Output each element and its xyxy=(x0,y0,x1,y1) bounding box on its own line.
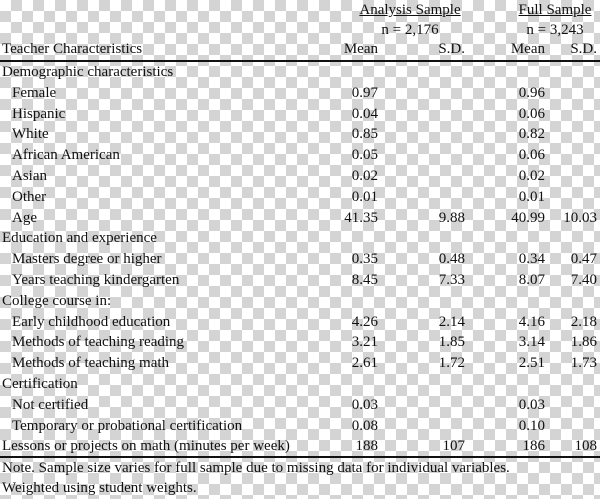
row-label: Methods of teaching math xyxy=(12,355,170,372)
row-label: Demographic characteristics xyxy=(2,64,174,80)
table-row xyxy=(0,312,600,333)
cell-mean-analysis: 41.35 xyxy=(344,209,378,226)
cell-mean-full: 40.99 xyxy=(511,209,545,226)
cell-mean-full: 0.34 xyxy=(518,251,545,268)
cell-mean-full: 0.03 xyxy=(518,396,545,413)
section-row xyxy=(0,228,600,249)
section-row xyxy=(0,374,600,395)
row-label: Certification xyxy=(2,376,78,392)
cell-mean-full: 0.06 xyxy=(518,147,545,164)
cell-sd-analysis: 2.14 xyxy=(438,313,465,330)
table-row xyxy=(0,270,600,291)
table-row xyxy=(0,187,600,208)
row-label: College course in: xyxy=(2,292,112,309)
cell-mean-analysis: 0.97 xyxy=(351,84,378,101)
cell-mean-full: 3.14 xyxy=(518,334,545,351)
cell-mean-full: 4.16 xyxy=(518,313,545,330)
row-label: Lessons or projects on math (minutes per week) xyxy=(2,438,290,455)
row-label: African American xyxy=(12,147,120,164)
header-n-row xyxy=(0,20,600,41)
col-header-mean-full: Mean xyxy=(510,41,545,57)
cell-mean-full: 8.07 xyxy=(518,272,545,288)
cell-sd-analysis: 7.33 xyxy=(438,272,465,288)
table-row xyxy=(0,104,600,125)
table-note-line-2: Weighted using student weights. xyxy=(2,480,197,496)
cell-mean-full: 0.10 xyxy=(518,417,545,434)
cell-sd-analysis: 1.85 xyxy=(438,334,465,351)
cell-sd-full: 0.47 xyxy=(570,251,597,268)
table-row xyxy=(0,124,600,145)
table-row xyxy=(0,353,600,374)
full-sample-header: Full Sample xyxy=(518,2,592,18)
cell-mean-full: 0.96 xyxy=(518,84,545,101)
row-label: Years teaching kindergarten xyxy=(12,272,180,288)
cell-mean-analysis: 4.26 xyxy=(351,313,378,330)
cell-mean-analysis: 0.05 xyxy=(351,147,378,164)
cell-mean-analysis: 0.35 xyxy=(351,251,378,268)
table-row xyxy=(0,166,600,187)
analysis-sample-n: n = 2,176 xyxy=(381,22,439,38)
cell-mean-full: 2.51 xyxy=(518,355,545,372)
row-label: Early childhood education xyxy=(12,313,171,330)
row-label: White xyxy=(12,126,49,143)
section-row xyxy=(0,62,600,83)
cell-mean-analysis: 0.02 xyxy=(351,168,378,184)
cell-sd-full: 108 xyxy=(574,438,597,455)
col-header-sd-full: S.D. xyxy=(570,41,597,57)
row-label: Methods of teaching reading xyxy=(12,334,185,351)
cell-mean-full: 0.02 xyxy=(518,168,545,184)
table-row xyxy=(0,395,600,416)
cell-mean-analysis: 188 xyxy=(355,438,378,455)
table-note-line-1: Note. Sample size varies for full sample due to missing data for individual variables. xyxy=(2,460,510,476)
table-row xyxy=(0,208,600,229)
row-label: Female xyxy=(12,84,57,101)
table-row xyxy=(0,145,600,166)
row-label: Temporary or probational certification xyxy=(12,417,243,434)
header-column-row xyxy=(0,39,600,60)
cell-mean-analysis: 0.85 xyxy=(351,126,378,143)
full-sample-n: n = 3,243 xyxy=(526,22,584,38)
section-row xyxy=(0,436,600,457)
cell-mean-analysis: 8.45 xyxy=(351,272,378,288)
row-label: Hispanic xyxy=(12,105,66,122)
header-group-row xyxy=(0,0,600,21)
cell-sd-full: 1.73 xyxy=(570,355,597,372)
row-label: Masters degree or higher xyxy=(12,251,162,268)
section-row xyxy=(0,291,600,312)
cell-mean-analysis: 0.01 xyxy=(351,188,378,205)
cell-mean-analysis: 3.21 xyxy=(351,334,378,351)
table-row xyxy=(0,249,600,270)
cell-sd-analysis: 107 xyxy=(442,438,465,455)
row-label: Education and experience xyxy=(2,230,157,247)
cell-mean-full: 0.06 xyxy=(518,105,545,122)
cell-mean-full: 186 xyxy=(522,438,545,455)
cell-sd-full: 1.86 xyxy=(570,334,597,351)
cell-mean-analysis: 0.08 xyxy=(351,417,378,434)
row-label: Age xyxy=(12,209,37,226)
cell-sd-analysis: 1.72 xyxy=(438,355,465,372)
cell-mean-full: 0.82 xyxy=(518,126,545,143)
row-label: Other xyxy=(12,188,47,205)
row-label: Asian xyxy=(12,168,47,184)
stub-header: Teacher Characteristics xyxy=(2,41,143,57)
cell-mean-analysis: 0.03 xyxy=(351,396,378,413)
row-label: Not certified xyxy=(12,396,89,413)
cell-sd-analysis: 0.48 xyxy=(438,251,465,268)
table-row xyxy=(0,332,600,353)
cell-mean-analysis: 0.04 xyxy=(351,105,378,122)
cell-mean-full: 0.01 xyxy=(518,188,545,205)
col-header-mean-analysis: Mean xyxy=(343,41,378,57)
cell-mean-analysis: 2.61 xyxy=(351,355,378,372)
table-row xyxy=(0,83,600,104)
cell-sd-full: 2.18 xyxy=(570,313,597,330)
cell-sd-full: 7.40 xyxy=(570,272,597,288)
table-row xyxy=(0,416,600,437)
analysis-sample-header: Analysis Sample xyxy=(359,2,461,18)
col-header-sd-analysis: S.D. xyxy=(438,41,465,57)
cell-sd-full: 10.03 xyxy=(563,209,597,226)
cell-sd-analysis: 9.88 xyxy=(438,209,465,226)
